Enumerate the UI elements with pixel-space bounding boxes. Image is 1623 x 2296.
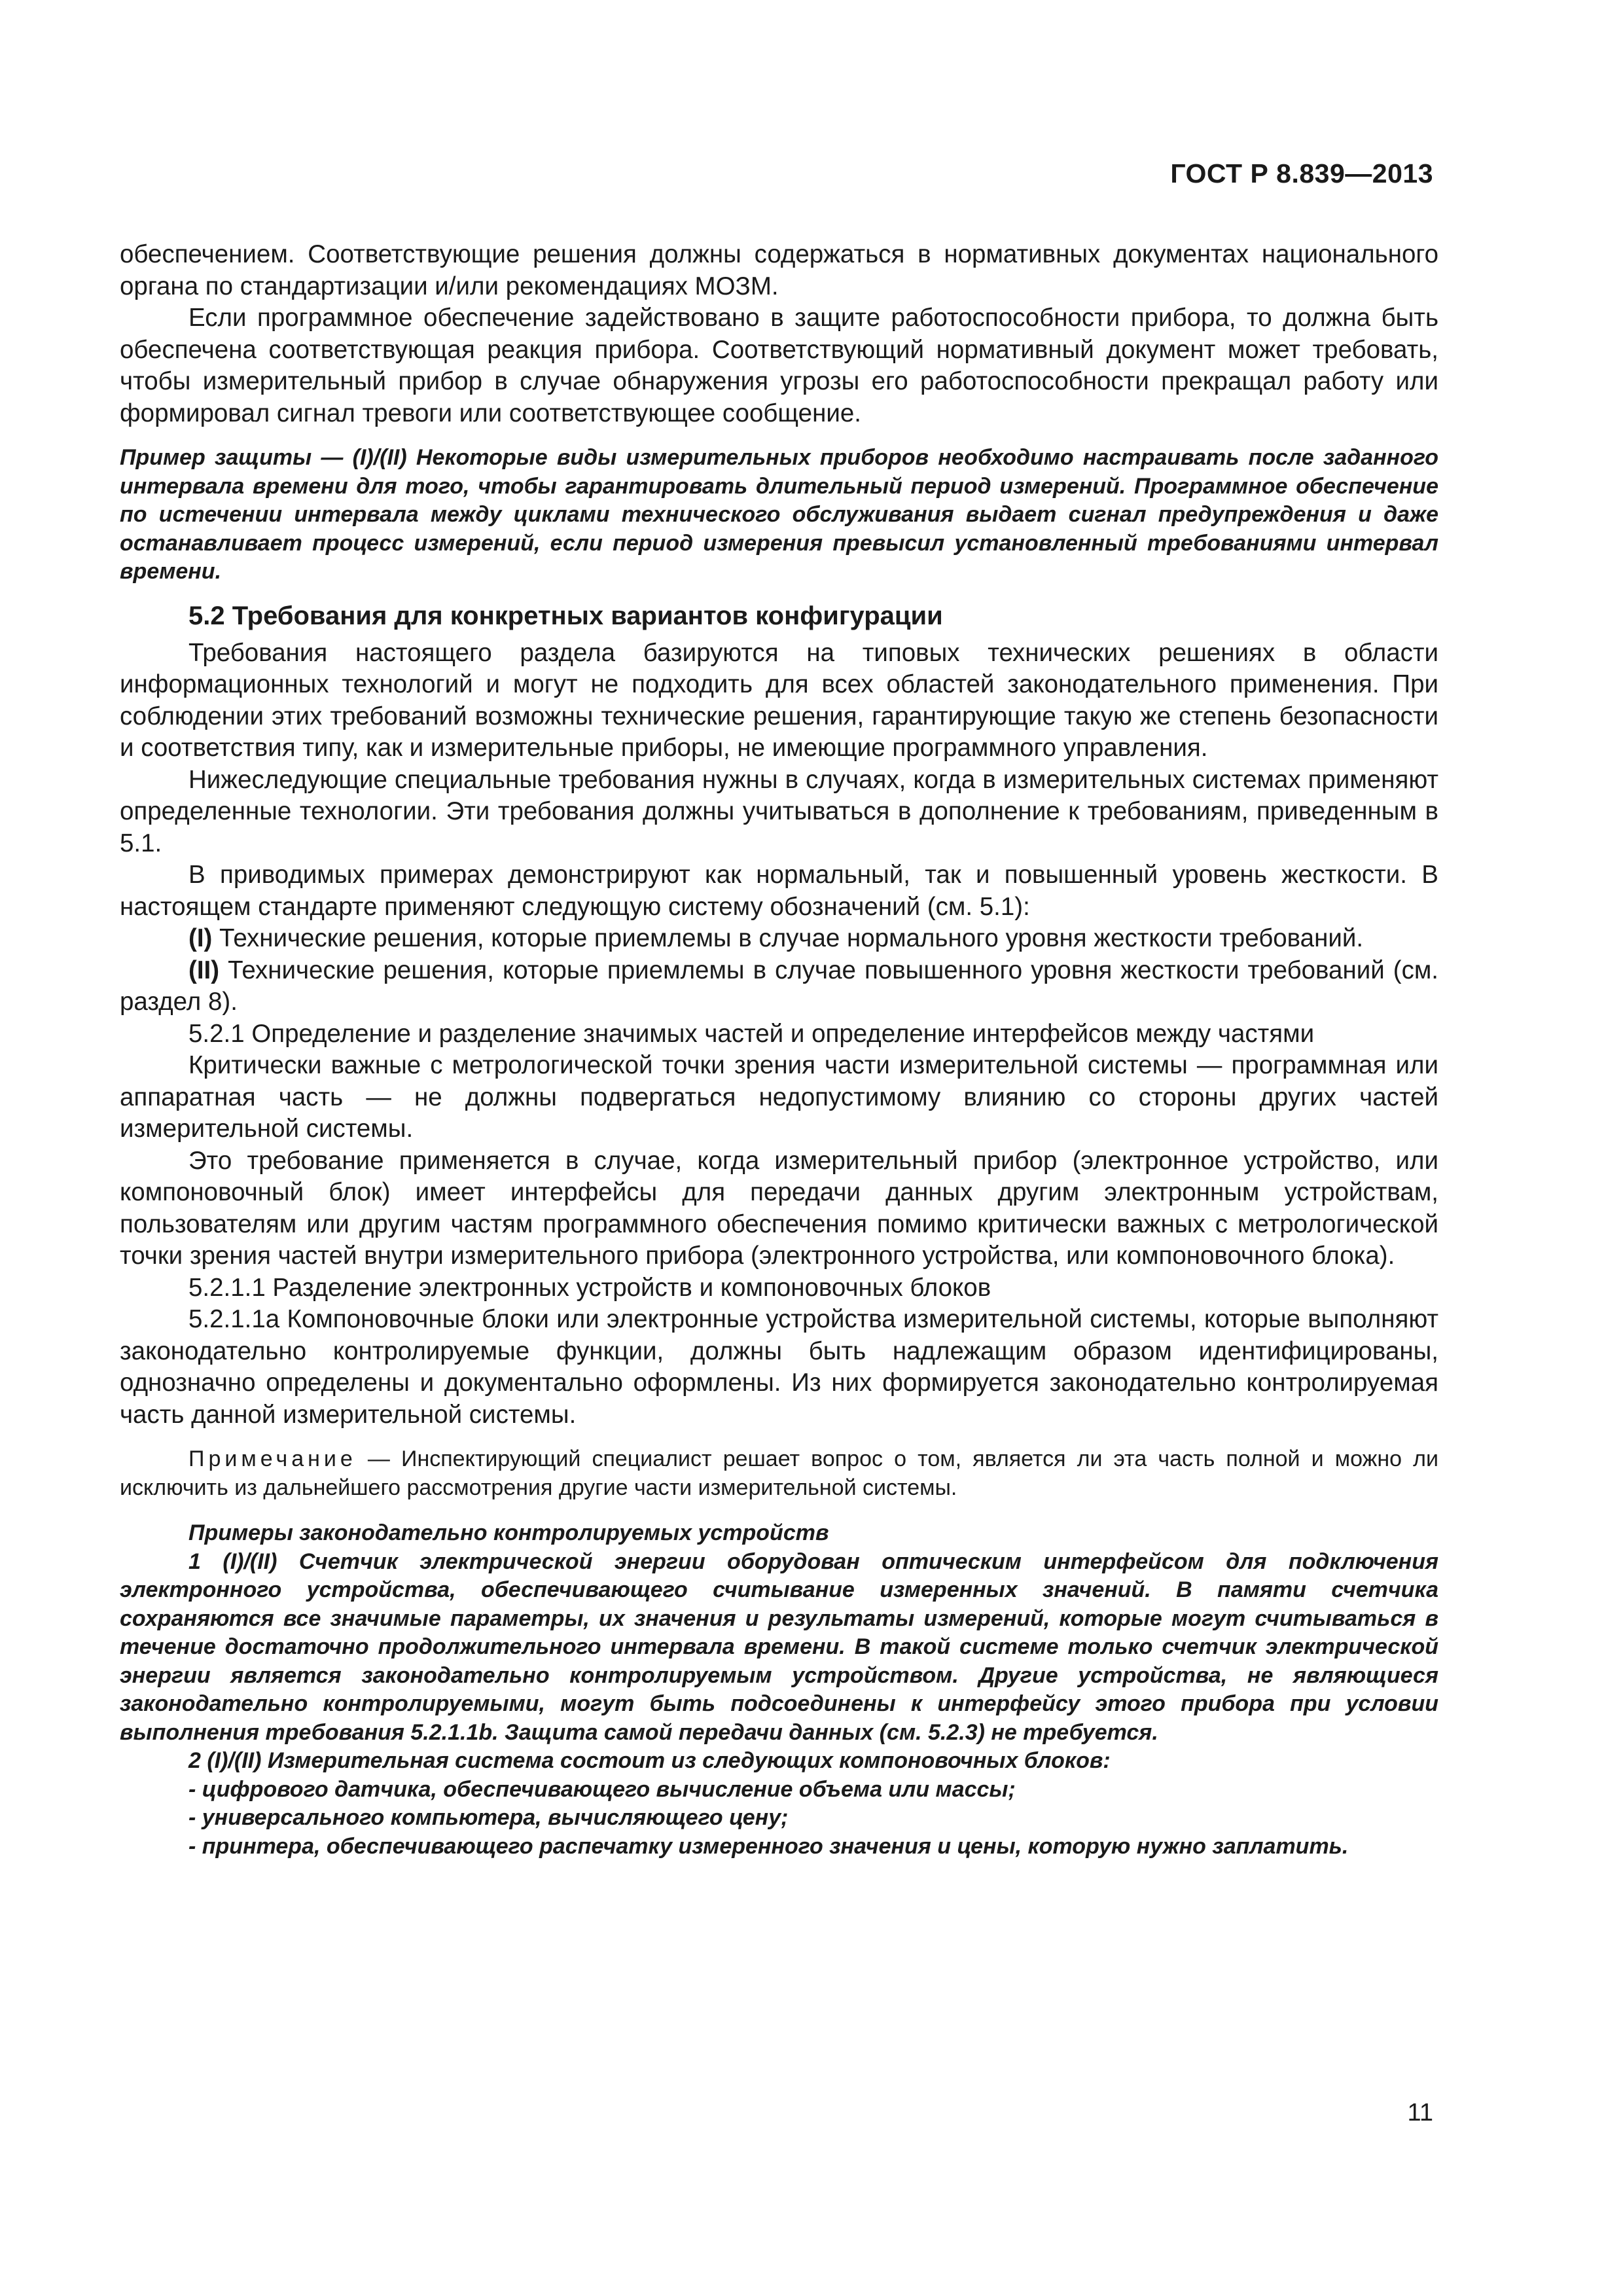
example-2: 2 (I)/(II) Измерительная система состоит из следующих компоновочных блоков: xyxy=(188,1748,1111,1773)
page-content xyxy=(120,239,1438,1861)
paragraph-continuation: обеспечением. Соответствующие решения должны содержаться в нормативных документах национального органа по стандартизации и/или рекомендациях МОЗМ. xyxy=(120,240,1438,300)
level-I-text: Технические решения, которые приемлемы в случае нормального уровня жесткости требований. xyxy=(212,924,1364,952)
paragraph-requirements-basis: Требования настоящего раздела базируются на типовых технических решениях в области информационных технологий и могут не подходить для всех областей законодательного применения. При соблюдении этих требований возможны технические решения, гарантирующие такую же степень безопасности и соответствия типу, как и измерительные приборы, не имеющие программного управления. xyxy=(120,638,1438,762)
paragraph-severity-levels: В приводимых примерах демонстрируют как нормальный, так и повышенный уровень жесткости. В настоящем стандарте применяют следующую систему обозначений (см. 5.1): xyxy=(120,861,1438,921)
level-II-mark: (II) xyxy=(188,956,220,984)
example-2-item: - цифрового датчика, обеспечивающего вычисление объема или массы; xyxy=(188,1776,1016,1802)
note-paragraph xyxy=(120,1445,1438,1502)
subsection-5-2-1-1: 5.2.1.1 Разделение электронных устройств и компоновочных блоков xyxy=(188,1273,991,1302)
example-2-item: - принтера, обеспечивающего распечатку измеренного значения и цены, которую нужно заплатить. xyxy=(188,1833,1349,1859)
paragraph-critical-parts: Критически важные с метрологической точки зрения части измерительной системы — программная или аппаратная часть — не должны подвергаться недопустимому влиянию со стороны других частей измерительной системы. xyxy=(120,1051,1438,1143)
paragraph-special-requirements: Нижеследующие специальные требования нужны в случаях, когда в измерительных системах применяют определенные технологии. Эти требования должны учитываться в дополнение к требованиям, приведенным в 5.1. xyxy=(120,765,1438,857)
subsection-5-2-1-1a: 5.2.1.1а Компоновочные блоки или электронные устройства измерительной системы, которые выполняют законодательно контролируемые функции, должны быть надлежащим образом идентифицированы, однозначно определены и документально оформлены. Из них формируется законодательно контролируемая часть данной измерительной системы. xyxy=(120,1305,1438,1429)
level-I-definition xyxy=(120,923,1438,955)
level-II-definition xyxy=(120,955,1438,1018)
example-protection: Пример защиты — (I)/(II) Некоторые виды измерительных приборов необходимо настраивать после заданного интервала времени для того, чтобы гарантировать длительный период измерений. Программное обеспечение по истечении интервала между циклами технического обслуживания выдает сигнал предупреждения и даже останавливает процесс измерений, если период измерения превысил установленный требованиями интервал времени. xyxy=(120,445,1438,584)
page-number: 11 xyxy=(1407,2099,1433,2126)
subsection-5-2-1: 5.2.1 Определение и разделение значимых частей и определение интерфейсов между частями xyxy=(188,1019,1315,1048)
level-I-mark: (I) xyxy=(188,924,213,952)
example-2-item: - универсального компьютера, вычисляющего цену; xyxy=(188,1805,789,1830)
paragraph-software-protection: Если программное обеспечение задействовано в защите работоспособности прибора, то должна быть обеспечена соответствующая реакция прибора. Соответствующий нормативный документ может требовать, чтобы измерительный прибор в случае обнаружения угрозы его работоспособности прекращал работу или формировал сигнал тревоги или соответствующее сообщение. xyxy=(120,304,1438,427)
document-code-header: ГОСТ Р 8.839—2013 xyxy=(1170,158,1433,188)
examples-title: Примеры законодательно контролируемых устройств xyxy=(188,1520,829,1545)
paragraph-interfaces: Это требование применяется в случае, когда измерительный прибор (электронное устройство, или компоновочный блок) имеет интерфейсы для передачи данных другим электронным устройствам, пользователям или другим частям программного обеспечения помимо критически важных с метрологической точки зрения частей внутри измерительного прибора (электронного устройства, или компоновочного блока). xyxy=(120,1146,1438,1270)
section-heading-5-2: 5.2 Требования для конкретных вариантов конфигурации xyxy=(188,601,943,630)
level-II-text: Технические решения, которые приемлемы в случае повышенного уровня жесткости требований (см. раздел 8). xyxy=(120,956,1438,1016)
note-text: — Инспектирующий специалист решает вопрос о том, является ли эта часть полной и можно ли исключить из дальнейшего рассмотрения другие части измерительной системы. xyxy=(120,1446,1438,1500)
example-1: 1 (I)/(II) Счетчик электрической энергии оборудован оптическим интерфейсом для подключения электронного устройства, обеспечивающего считывание измеренных значений. В памяти счетчика сохраняются все значимые параметры, их значения и результаты измерений, которые могут считываться в течение достаточно продолжительного интервала времени. В такой системе только счетчик электрической энергии является законодательно контролируемым устройством. Другие устройства, не являющиеся законодательно контролируемыми, могут быть подсоединены к интерфейсу этого прибора при условии выполнения требования 5.2.1.1b. Защита самой передачи данных (см. 5.2.3) не требуется. xyxy=(120,1549,1438,1745)
note-label: Примечание xyxy=(188,1446,357,1471)
